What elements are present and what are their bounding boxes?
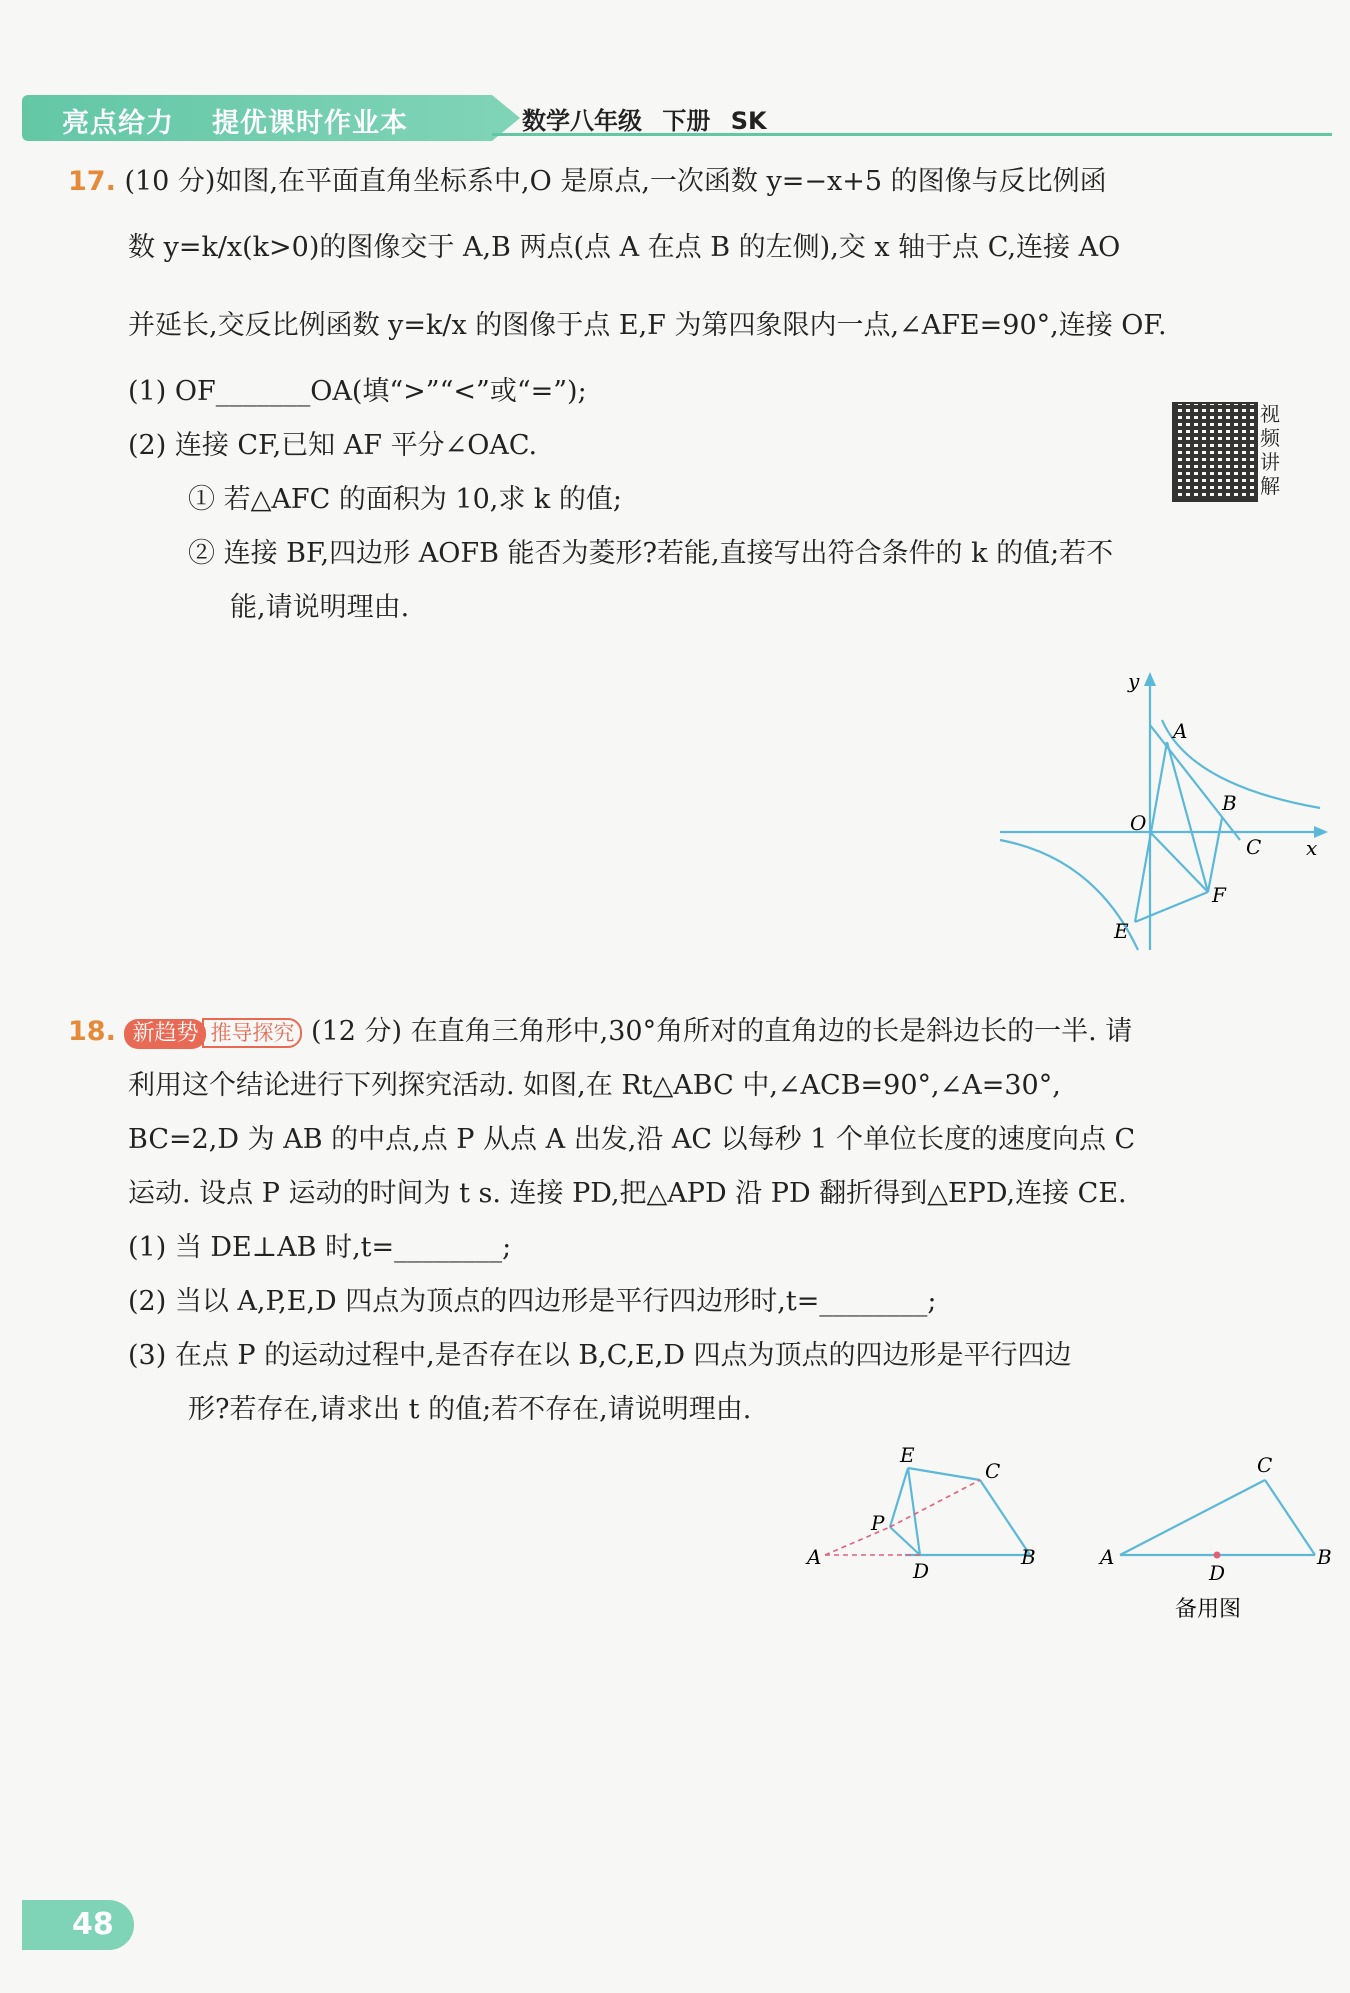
label-f: F bbox=[1212, 883, 1226, 907]
video-qr-code[interactable] bbox=[1172, 402, 1282, 508]
segment-ce bbox=[908, 1468, 980, 1480]
q18-line-3: BC=2,D 为 AB 的中点,点 P 从点 A 出发,沿 AC 以每秒 1 个单位长度的速度向点 C bbox=[128, 1124, 1136, 1155]
segment-ac bbox=[1120, 1480, 1265, 1555]
line-ef bbox=[1135, 892, 1208, 922]
segment-pd bbox=[890, 1527, 920, 1555]
line-ac bbox=[1150, 725, 1240, 840]
page-header bbox=[22, 95, 1332, 141]
question-18 bbox=[68, 1005, 1318, 1437]
label-b: B bbox=[1317, 1545, 1332, 1569]
q18-line-1: 18. 新趋势 推导探究 (12 分) 在直角三角形中,30°角所对的直角边的长是斜边长的一半. 请 bbox=[68, 1016, 1133, 1047]
label-a: A bbox=[1173, 719, 1188, 743]
q18-line-6: (2) 当以 A,P,E,D 四点为顶点的四边形是平行四边形时,t=________; bbox=[128, 1286, 937, 1317]
label-d: D bbox=[1209, 1561, 1226, 1585]
segment-ed bbox=[908, 1468, 920, 1555]
tag-new-trend: 新趋势 bbox=[124, 1019, 206, 1049]
q17-line-6: ① 若△AFC 的面积为 10,求 k 的值; bbox=[188, 484, 622, 515]
q17-line-4: (1) OF_______OA(填“>”“<”或“=”); bbox=[128, 376, 587, 407]
label-a: A bbox=[1100, 1545, 1115, 1569]
label-b: B bbox=[1222, 791, 1237, 815]
label-e: E bbox=[1114, 919, 1129, 943]
qr-code-icon bbox=[1172, 402, 1258, 502]
label-a: A bbox=[807, 1545, 822, 1569]
label-b: B bbox=[1021, 1545, 1036, 1569]
label-e: E bbox=[900, 1443, 915, 1467]
page-number: 48 bbox=[22, 1900, 134, 1950]
line-bf bbox=[1208, 818, 1222, 892]
course-name: 数学八年级 bbox=[522, 107, 642, 135]
q18-line-5: (1) 当 DE⊥AB 时,t=________; bbox=[128, 1232, 512, 1263]
label-p: P bbox=[871, 1511, 885, 1535]
q17-figure bbox=[990, 670, 1330, 960]
q17-line-1: 17. (10 分)如图,在平面直角坐标系中,O 是原点,一次函数 y=−x+5 的图像与反比例函 bbox=[68, 166, 1107, 197]
segment-bc bbox=[980, 1480, 1030, 1555]
q17-line-8: 能,请说明理由. bbox=[230, 592, 410, 623]
q18-figure bbox=[805, 1440, 1050, 1590]
label-o: O bbox=[1130, 811, 1147, 835]
qr-label: 视频讲解 bbox=[1260, 402, 1280, 498]
question-17 bbox=[68, 155, 1318, 635]
backup-figure-caption: 备用图 bbox=[1175, 1597, 1242, 1622]
label-x: x bbox=[1306, 836, 1318, 860]
course-volume: 下册 bbox=[662, 107, 711, 135]
course-edition: SK bbox=[730, 107, 767, 135]
label-c: C bbox=[1246, 835, 1262, 859]
q18-line-7: (3) 在点 P 的运动过程中,是否存在以 B,C,E,D 四点为顶点的四边形是平行四边 bbox=[128, 1340, 1072, 1371]
q17-line-5: (2) 连接 CF,已知 AF 平分∠OAC. bbox=[128, 430, 538, 461]
q17-line-3: 并延长,交反比例函数 y=k/x 的图像于点 E,F 为第四象限内一点,∠AFE=90°,连接 OF. bbox=[128, 310, 1167, 341]
label-y: y bbox=[1128, 670, 1140, 693]
label-c: C bbox=[1257, 1453, 1273, 1477]
label-c: C bbox=[985, 1459, 1001, 1483]
segment-ep bbox=[890, 1468, 908, 1527]
q18-line-8: 形?若存在,请求出 t 的值;若不存在,请说明理由. bbox=[188, 1394, 752, 1425]
q17-number: 17. bbox=[68, 166, 116, 197]
q18-line-2: 利用这个结论进行下列探究活动. 如图,在 Rt△ABC 中,∠ACB=90°,∠A=30°, bbox=[128, 1070, 1061, 1101]
y-axis-arrow bbox=[1144, 672, 1156, 686]
dashed-pc bbox=[890, 1480, 980, 1527]
q18-line-4: 运动. 设点 P 运动的时间为 t s. 连接 PD,把△APD 沿 PD 翻折得到△EPD,连接 CE. bbox=[128, 1178, 1127, 1209]
course-info bbox=[522, 101, 767, 136]
q17-line-7: ② 连接 BF,四边形 AOFB 能否为菱形?若能,直接写出符合条件的 k 的值;若不 bbox=[188, 538, 1114, 569]
segment-cb bbox=[1265, 1480, 1315, 1555]
label-d: D bbox=[913, 1559, 930, 1583]
brand-title: 亮点给力 bbox=[62, 108, 174, 139]
point-d bbox=[1214, 1552, 1221, 1559]
brand-subtitle: 提优课时作业本 bbox=[212, 108, 408, 139]
tag-derive-explore: 推导探究 bbox=[202, 1018, 302, 1048]
q17-line-2: 数 y=k/x(k>0)的图像交于 A,B 两点(点 A 在点 B 的左侧),交 x 轴于点 C,连接 AO bbox=[128, 232, 1121, 263]
q18-backup-figure bbox=[1095, 1440, 1335, 1630]
q18-number: 18. bbox=[68, 1016, 116, 1047]
